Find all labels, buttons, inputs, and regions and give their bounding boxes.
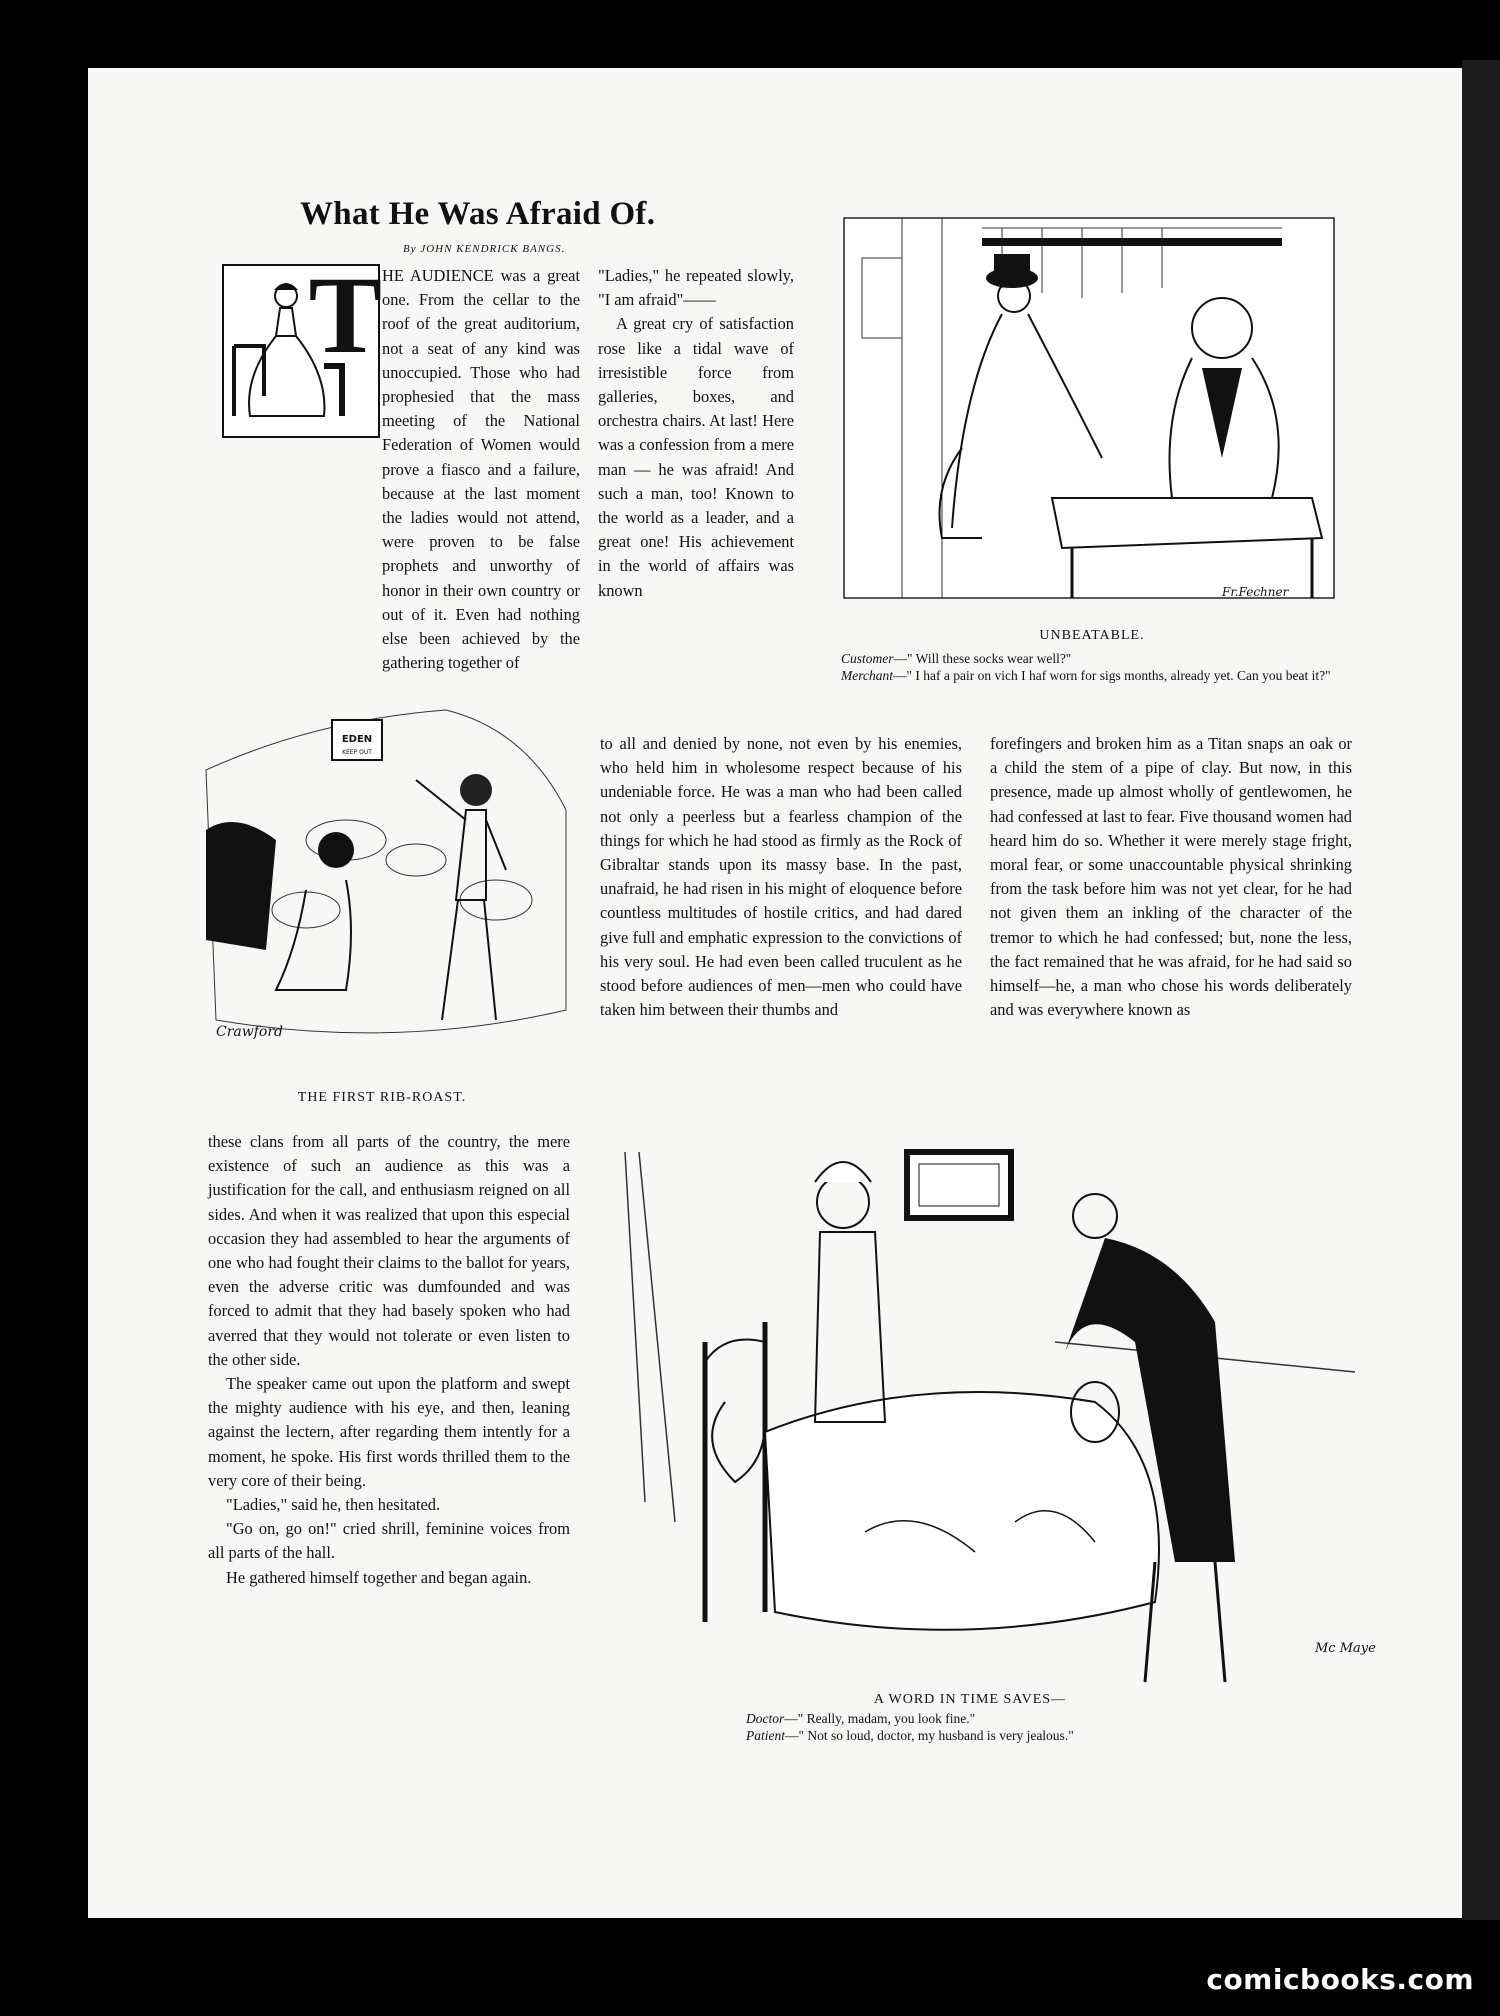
- intro-wrap-text: [212, 264, 580, 673]
- column-3: forefingers and broken him as a Titan snaps an oak or a child the stem of a pipe of clay. But now, in this presence, made up almost wholly of gentlewomen, he had confessed at last to fear. Five thousand women had heard him do so. Whether it were merely stage fright, moral fear, or some unaccountable physical shrinking from the task before him was not yet clear, for he had not given them an inkling of the character of the tremor to which he had confessed; but, none the less, the fact remained that he was afraid, for he had said so himself—he, a man who chose his words deliberately and was everywhere known as: [990, 734, 1352, 1020]
- drop-cap-letter: T: [308, 254, 382, 376]
- col1-paragraph-2: The speaker came out upon the platform and swept the mighty audience with his eye, and then, leaning against the lectern, after regarding them intently for a moment, he spoke. His first words thrilled them to the very core of their being.: [208, 1374, 570, 1490]
- speaker-customer-text: —" Will these socks wear well?": [893, 651, 1072, 666]
- shop-scene-drawing: [842, 198, 1338, 606]
- speaker-doctor: Doctor: [746, 1711, 785, 1726]
- dialogue-line-2: [815, 667, 1355, 684]
- cartoon-first-rib-roast-caption: THE FIRST RIB-ROAST.: [297, 1090, 467, 1105]
- cartoon-unbeatable-dialogue: [815, 650, 1355, 684]
- dialogue-doctor: [746, 1710, 1306, 1727]
- site-watermark: comicbooks.com: [1206, 1963, 1474, 1996]
- speaker-doctor-text: —" Really, madam, you look fine.": [784, 1711, 976, 1726]
- speaker-merchant-text: —" I haf a pair on vich I haf worn for sigs months, already yet. Can you beat it?": [892, 668, 1331, 683]
- column-2-continuation: to all and denied by none, not even by his enemies, who held him in wholesome respect because of his undeniable force. He was a man who had been called not only a peerless but a fearless champion of the things for which he had stood as firmly as the Rock of Gibraltar stands upon its massy base. In the past, unafraid, he had risen in his might of eloquence before countless multitudes of hostile critics, and had dared give full and emphatic expression to the convictions of his very soul. He had even been called truculent as he stood before audiences of men—men who could have taken him between their thumbs and: [600, 734, 962, 1020]
- speaker-customer: Customer: [841, 651, 894, 666]
- facing-page-edge: [1462, 60, 1500, 1920]
- bedroom-scene-drawing: [615, 1142, 1376, 1686]
- cartoon-unbeatable: [842, 198, 1338, 606]
- cartoon-first-rib-roast: [196, 690, 576, 1058]
- artist-signature-1: Fr.Fechner: [1222, 585, 1289, 599]
- col2-paragraph-2: A great cry of satisfaction rose like a tidal wave of irresistible force from galleries, boxes, and orchestra chairs. At last! Here was a confession from a mere man — he was afraid! And such a man, too! Known to the world as a leader, and a great one! His achievement in the world of affairs was known: [598, 314, 794, 600]
- cartoon-a-word-in-time-dialogue: [746, 1710, 1306, 1744]
- cartoon-a-word-in-time-caption: A WORD IN TIME SAVES—: [873, 1692, 1067, 1707]
- column-1-top: [212, 264, 580, 673]
- dialogue-patient: [746, 1727, 1306, 1744]
- eden-scene-drawing: [196, 690, 576, 1058]
- col1-paragraph-5: He gathered himself together and began again.: [226, 1567, 532, 1587]
- column-1-bottom: [208, 1130, 570, 1590]
- dialogue-line-1: [815, 650, 1355, 667]
- cartoon-a-word-in-time: [615, 1142, 1376, 1686]
- artist-signature-3: Mc Maye: [1315, 1641, 1376, 1656]
- intro-paragraph: HE AUDIENCE was a great one. From the cellar to the roof of the great auditorium, not a seat of any kind was unoccupied. Those who had prophesied that the mass meeting of the National Federation of Women would prove a fiasco and a failure, because at the last moment the ladies would not attend, were proven to be false prophets and unworthy of honor in their own country or out of it. Even had nothing else been achieved by the gathering together of: [382, 266, 580, 673]
- artist-signature-2: Crawford: [216, 1024, 283, 1040]
- speaker-patient-text: —" Not so loud, doctor, my husband is very jealous.": [785, 1728, 1074, 1743]
- svg-text:EDEN: EDEN: [341, 734, 373, 745]
- col1-paragraph-4: "Go on, go on!" cried shrill, feminine voices from all parts of the hall.: [208, 1519, 570, 1563]
- speaker-patient: Patient: [746, 1728, 785, 1743]
- svg-text:KEEP OUT: KEEP OUT: [342, 749, 372, 756]
- article-title: What He Was Afraid Of.: [300, 196, 656, 232]
- article-byline: By JOHN KENDRICK BANGS.: [403, 243, 566, 255]
- col2-paragraph-1: "Ladies," he repeated slowly, "I am afraid"——: [598, 266, 794, 310]
- cartoon-unbeatable-caption: UNBEATABLE.: [1039, 628, 1145, 643]
- col1-paragraph-1: these clans from all parts of the country, the mere existence of such an audience as this was a justification for the call, and enthusiasm reigned on all sides. And when it was realized that upon this especial occasion they had assembled to hear the arguments of one who had fought their claims to the ballot for years, even the adverse critic was dumfounded and was forced to admit that they had basely spoken who had averred that they would not tolerate or even listen to the other side.: [208, 1132, 570, 1369]
- col1-paragraph-3: "Ladies," said he, then hesitated.: [226, 1495, 441, 1515]
- speaker-merchant: Merchant: [841, 668, 893, 683]
- column-2-top: [598, 264, 794, 603]
